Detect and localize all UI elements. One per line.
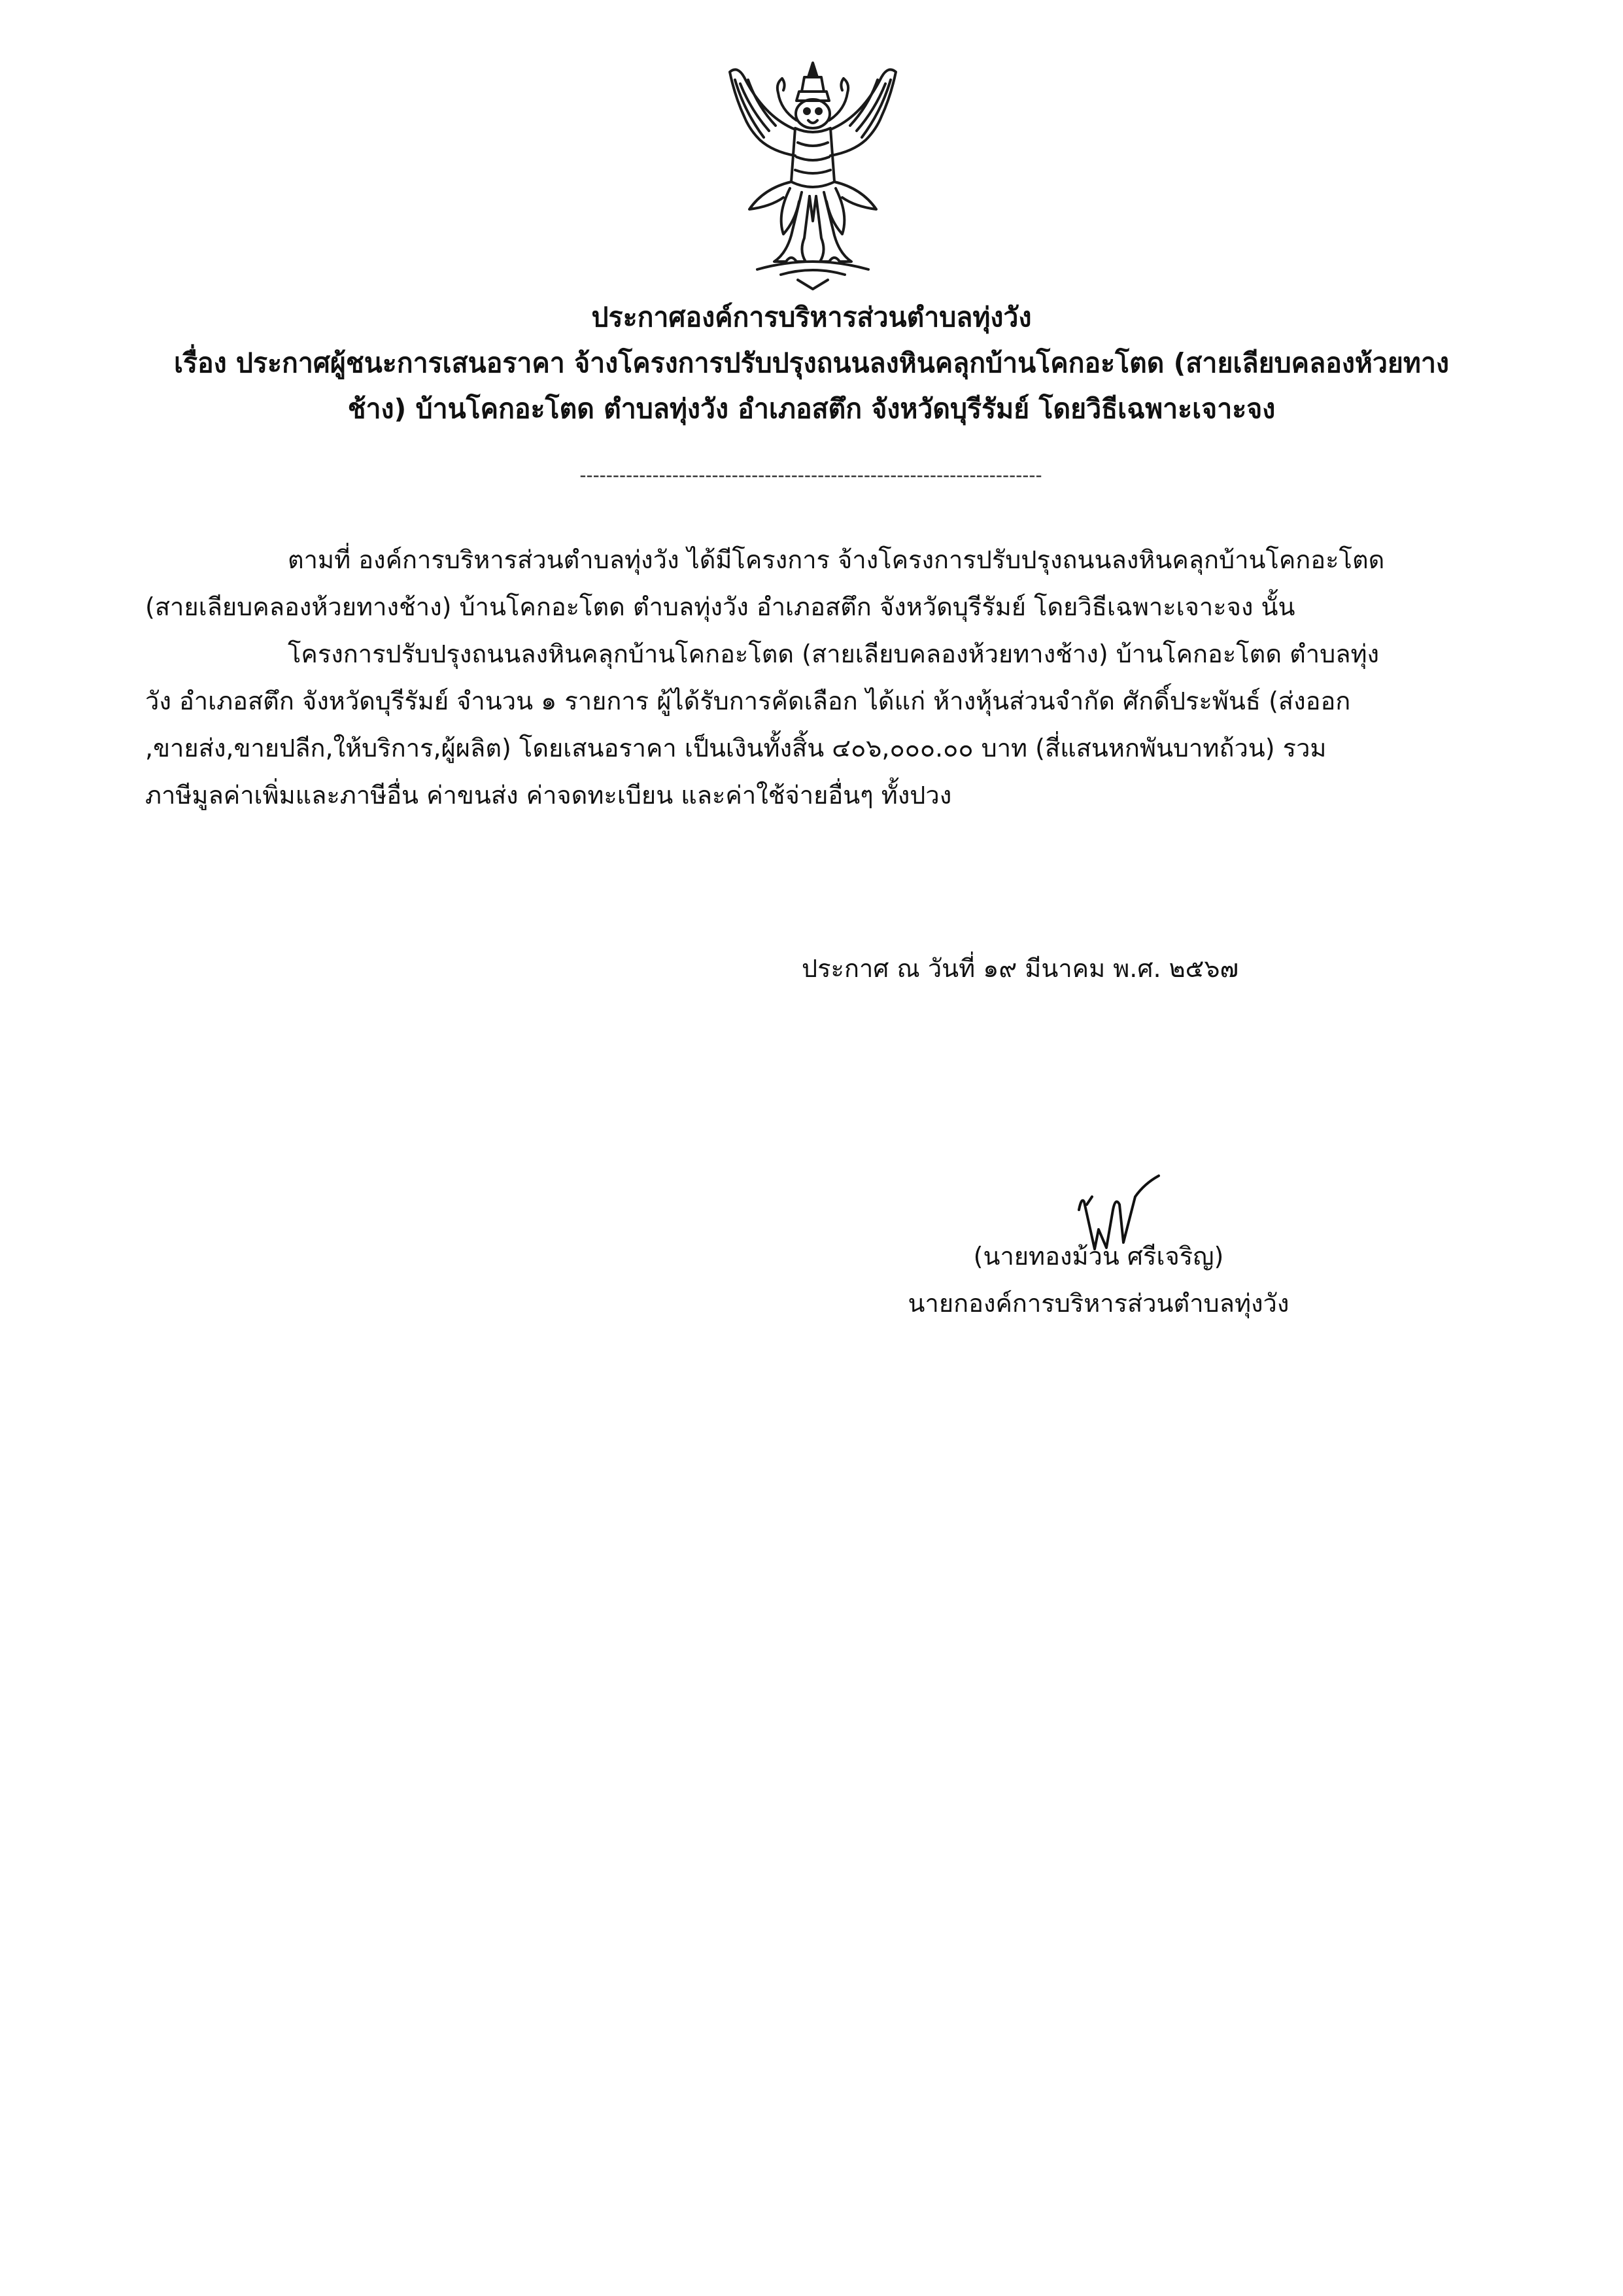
garuda-emblem-icon [718, 58, 908, 293]
paragraph-1-line-2: (สายเลียบคลองห้วยทางช้าง) บ้านโคกอะโตด ตำบลทุ่งวัง อำเภอสตึก จังหวัดบุรีรัมย์ โดยวิธีเฉพาะเจาะจง นั้น [145, 592, 1295, 621]
paragraph-2-line-3: ,ขายส่ง,ขายปลีก,ให้บริการ,ผู้ผลิต) โดยเสนอราคา เป็นเงินทั้งสิ้น ๔๐๖,๐๐๐.๐๐ บาท (สี่แสนหกพันบาทถ้วน) รวม [145, 734, 1327, 762]
signer-block [850, 1233, 1347, 1327]
paragraph-2-line-2: วัง อำเภอสตึก จังหวัดบุรีรัมย์ จำนวน ๑ รายการ ผู้ได้รับการคัดเลือก ได้แก่ ห้างหุ้นส่วนจำกัด ศักดิ์ประพันธ์ (ส่งออก [145, 687, 1351, 715]
paragraph-1-line-1: ตามที่ องค์การบริหารส่วนตำบลทุ่งวัง ได้มีโครงการ จ้างโครงการปรับปรุงถนนลงหินคลุกบ้านโคกอะโตด [288, 545, 1385, 574]
announcement-date: ประกาศ ณ วันที่ ๑๙ มีนาคม พ.ศ. ๒๕๖๗ [802, 954, 1239, 983]
announcement-body [145, 536, 1461, 819]
header-separator: ---------------------------------------------------------------------- [579, 464, 1042, 486]
announcement-header [144, 294, 1479, 432]
paragraph-2-line-1: โครงการปรับปรุงถนนลงหินคลุกบ้านโคกอะโตด (สายเลียบคลองห้วยทางช้าง) บ้านโคกอะโตด ตำบลทุ่ง [288, 640, 1380, 668]
paragraph-2-line-4: ภาษีมูลค่าเพิ่มและภาษีอื่น ค่าขนส่ง ค่าจดทะเบียน และค่าใช้จ่ายอื่นๆ ทั้งปวง [145, 781, 952, 810]
announcement-subject-line-1: เรื่อง ประกาศผู้ชนะการเสนอราคา จ้างโครงการปรับปรุงถนนลงหินคลุกบ้านโคกอะโตด (สายเลียบคลองห้วยทาง [173, 347, 1449, 379]
announcement-subject-line-2: ช้าง) บ้านโคกอะโตด ตำบลทุ่งวัง อำเภอสตึก จังหวัดบุรีรัมย์ โดยวิธีเฉพาะเจาะจง [347, 393, 1276, 424]
signer-name: (นายทองม้วน ศรีเจริญ) [973, 1242, 1224, 1271]
announcement-title: ประกาศองค์การบริหารส่วนตำบลทุ่งวัง [591, 301, 1032, 333]
signer-position: นายกองค์การบริหารส่วนตำบลทุ่งวัง [908, 1289, 1290, 1318]
